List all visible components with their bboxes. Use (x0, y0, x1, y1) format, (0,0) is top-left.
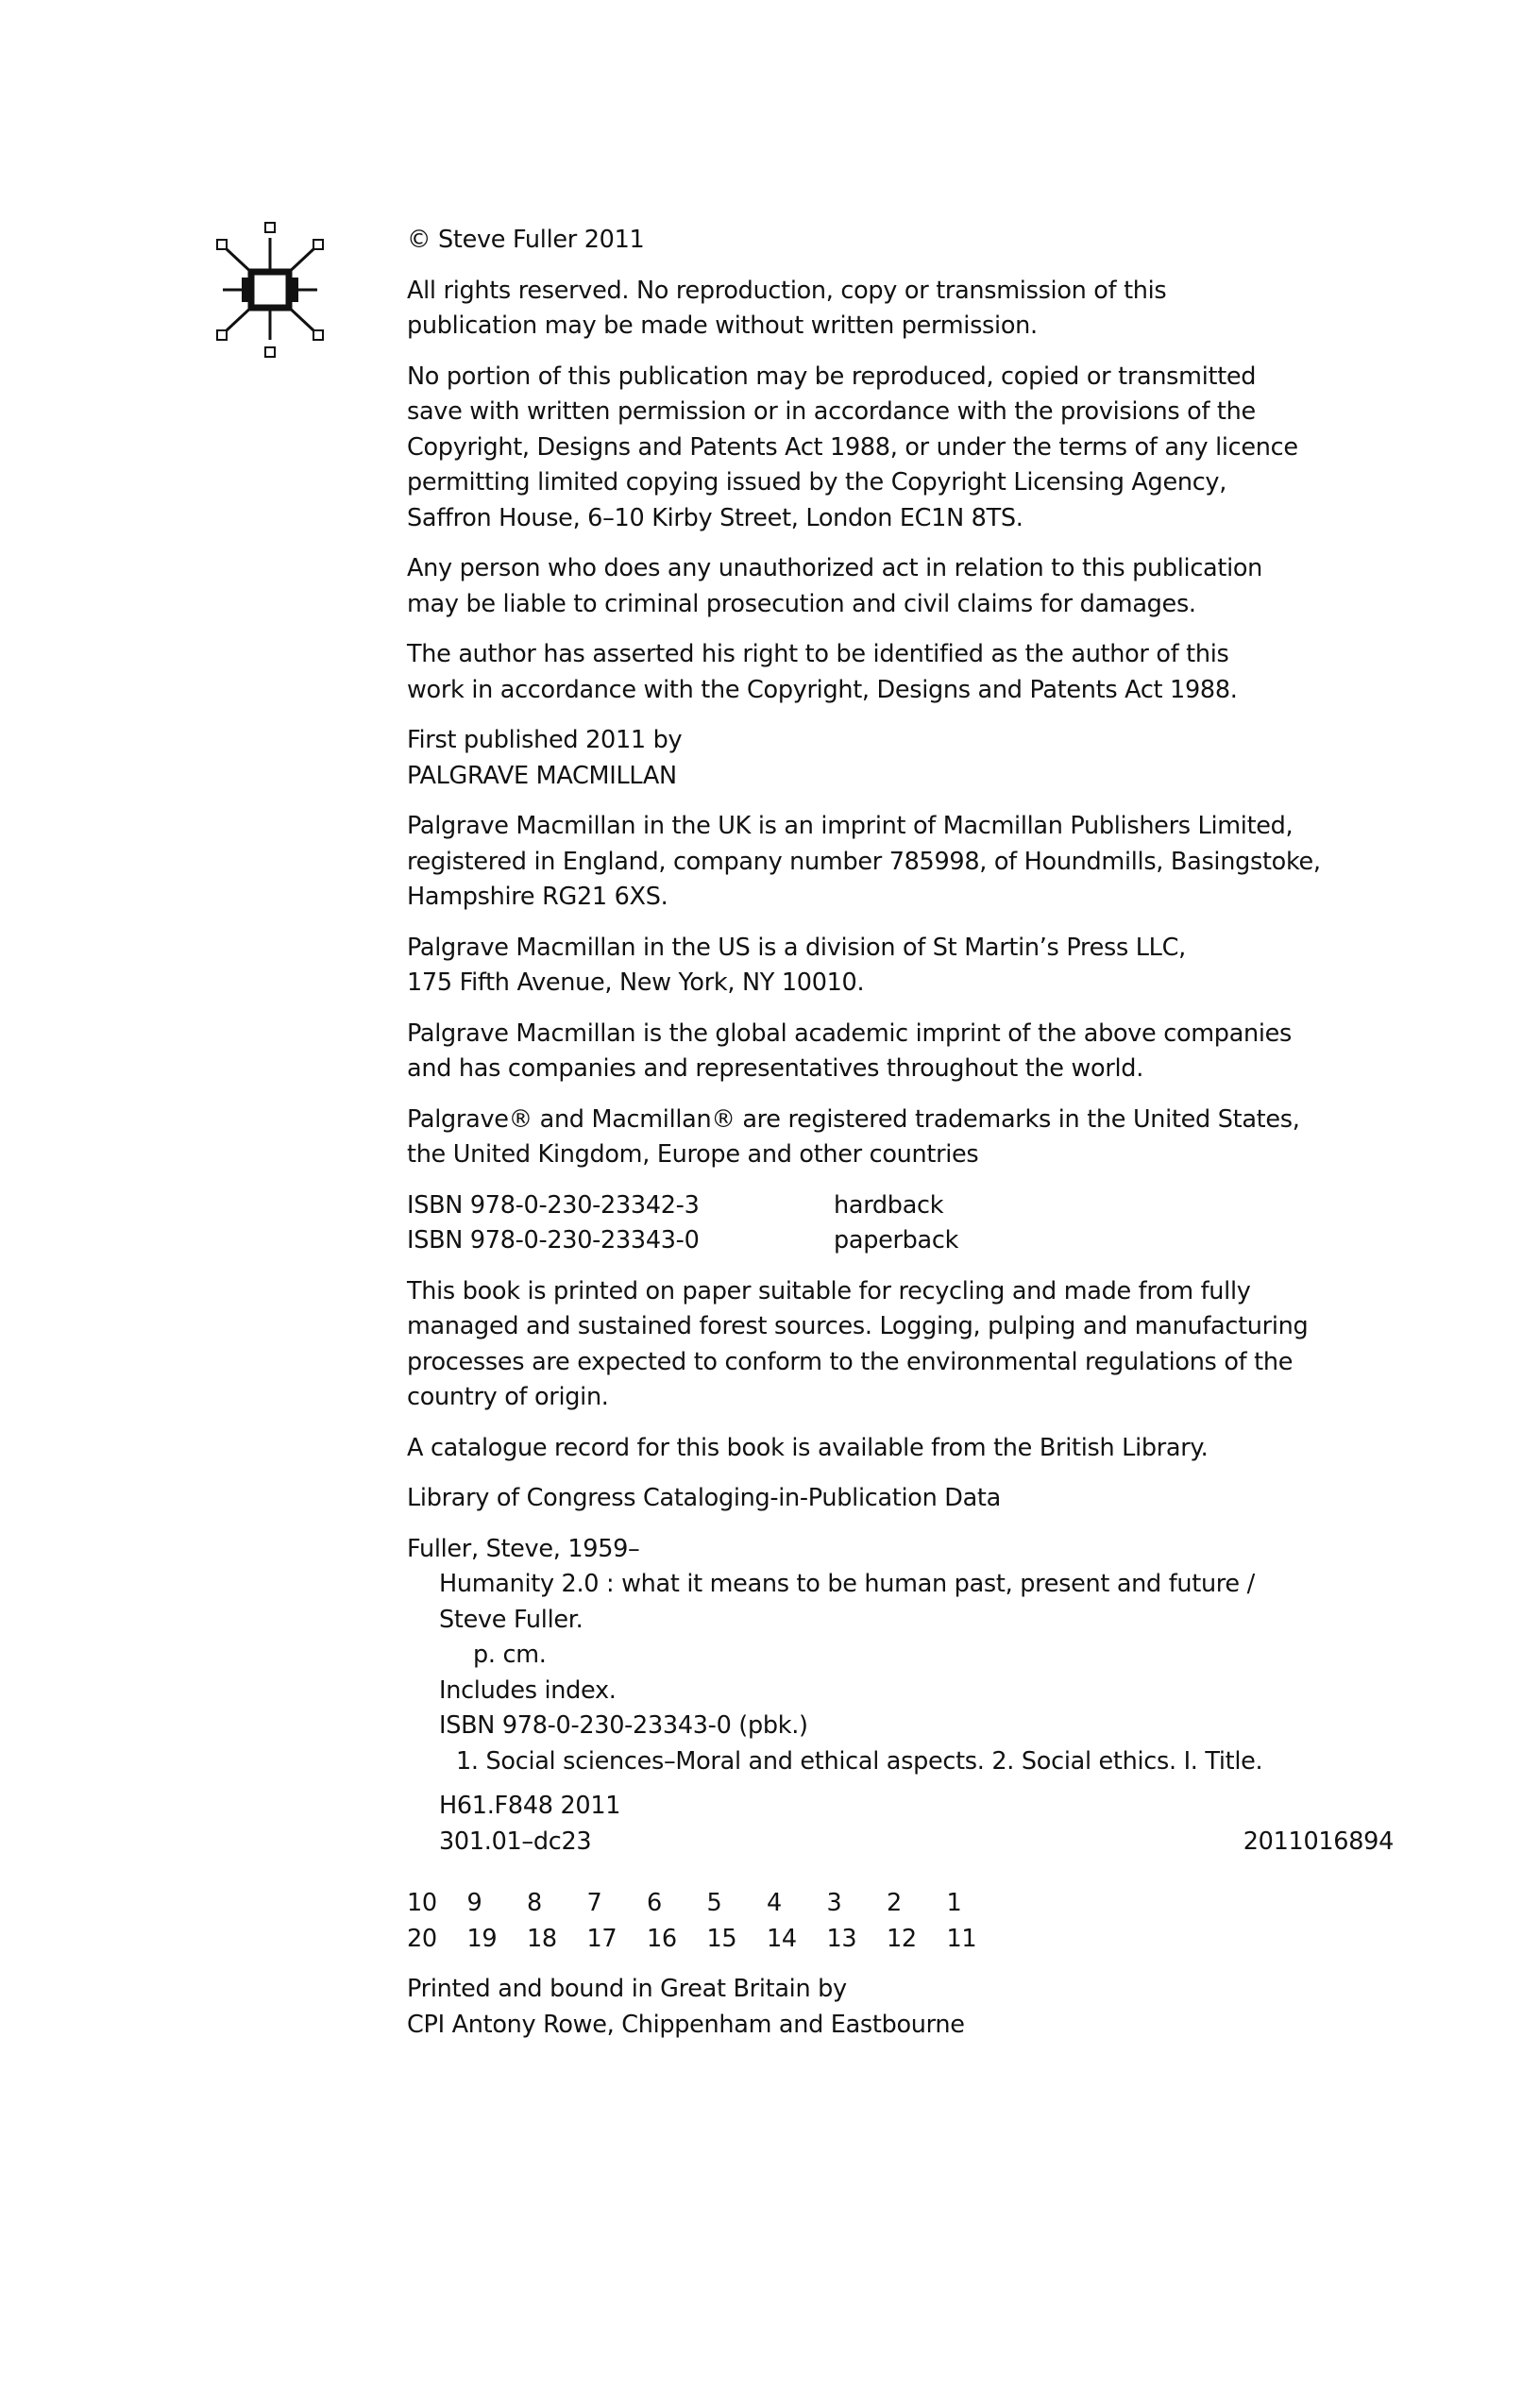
rights-reserved-paragraph: All rights reserved. No reproduction, copy or transmission of this publication may be made without written permission. (407, 276, 1167, 340)
print-run-number: 15 (706, 1924, 737, 1953)
isbn-number: ISBN 978-0-230-23342-3 (407, 1190, 700, 1220)
cip-lc-class: H61.F848 2011 (439, 1792, 621, 1820)
cip-record (407, 1532, 1394, 1861)
unauthorized-act-paragraph: Any person who does any unauthorized act in relation to this publication may be liable to criminal prosecution and civil claims for damages. (407, 554, 1263, 618)
us-division-paragraph: Palgrave Macmillan in the US is a division of St Martin’s Press LLC, 175 Fifth Avenue, New York, NY 10010. (407, 933, 1186, 997)
print-run-number: 4 (767, 1889, 782, 1917)
first-published-paragraph: First published 2011 by PALGRAVE MACMILLAN (407, 726, 683, 790)
print-run-number: 20 (407, 1924, 437, 1953)
print-run-number: 2 (887, 1889, 902, 1917)
cip-title: Humanity 2.0 : what it means to be human past, present and future / (439, 1570, 1255, 1598)
print-run-number: 1 (946, 1889, 962, 1917)
print-run-number: 10 (407, 1889, 437, 1917)
isbn-row (407, 1223, 1394, 1259)
cip-subjects: 1. Social sciences–Moral and ethical aspects. 2. Social ethics. I. Title. (456, 1746, 1263, 1776)
loc-heading: Library of Congress Cataloging-in-Publication Data (407, 1484, 1001, 1512)
paper-sourcing-paragraph: This book is printed on paper suitable for recycling and made from fully managed and sustained forest sources. Logging, pulping and manufacturing processes are expected to conform to the environmental regulations of the country of origin. (407, 1276, 1309, 1411)
catalogue-record-line: A catalogue record for this book is available from the British Library. (407, 1433, 1209, 1462)
print-run-row (407, 1886, 1394, 1922)
cip-index: Includes index. (439, 1675, 617, 1705)
publisher-emblem-icon (213, 219, 327, 361)
print-run-number: 12 (887, 1924, 917, 1953)
print-run-row (407, 1922, 1394, 1958)
cip-isbn: ISBN 978-0-230-23343-0 (pbk.) (439, 1711, 808, 1740)
author-rights-paragraph: The author has asserted his right to be identified as the author of this work in accordance with the Copyright, Designs and Patents Act 1988. (407, 640, 1238, 704)
print-run-number: 11 (946, 1924, 977, 1953)
global-imprint-paragraph: Palgrave Macmillan is the global academic imprint of the above companies and has companies and representatives throughout the world. (407, 1019, 1293, 1083)
uk-imprint-paragraph: Palgrave Macmillan in the UK is an imprint of Macmillan Publishers Limited, registered in England, company number 785998, of Houndmills, Basingstoke, Hampshire RG21 6XS. (407, 812, 1321, 911)
print-run-number: 3 (826, 1889, 842, 1917)
print-run-number: 17 (586, 1924, 617, 1953)
print-run-number: 16 (647, 1924, 677, 1953)
cip-author: Fuller, Steve, 1959– (407, 1534, 640, 1563)
copyright-line: © Steve Fuller 2011 (407, 226, 645, 254)
print-run-number: 7 (586, 1889, 602, 1917)
isbn-number: ISBN 978-0-230-23343-0 (407, 1226, 700, 1255)
print-run-number: 18 (527, 1924, 557, 1953)
isbn-format: hardback (834, 1190, 944, 1220)
print-run-number: 9 (466, 1889, 482, 1917)
print-run-number: 19 (466, 1924, 498, 1953)
cip-dewey-class: 301.01–dc23 (439, 1827, 592, 1856)
cip-dewey-row (407, 1825, 1394, 1861)
print-run-number: 8 (527, 1889, 542, 1917)
print-run-number: 13 (826, 1924, 857, 1953)
isbn-block (407, 1188, 1394, 1259)
print-run-number: 6 (647, 1889, 662, 1917)
trademark-paragraph: Palgrave® and Macmillan® are registered trademarks in the United States, the United Kingdom, Europe and other countries (407, 1104, 1300, 1169)
isbn-row (407, 1188, 1394, 1224)
isbn-format: paperback (834, 1226, 959, 1255)
reproduction-paragraph: No portion of this publication may be reproduced, copied or transmitted save with written permission or in accordance with the provisions of the Copyright, Designs and Patents Act 1988, or under the terms of any licence permitting limited copying issued by the Copyright Licensing Agency, Saffron House, 6–10 Kirby Street, London EC1N 8TS. (407, 362, 1298, 532)
printer-paragraph: Printed and bound in Great Britain by CPI Antony Rowe, Chippenham and Eastbourne (407, 1975, 965, 2039)
print-run-numbers (407, 1886, 1394, 1957)
copyright-page-text (407, 223, 1394, 2058)
print-run-number: 5 (706, 1889, 722, 1917)
print-run-number: 14 (767, 1924, 797, 1953)
cip-title-continued: Steve Fuller. (439, 1605, 583, 1634)
cip-lccn: 2011016894 (1243, 1827, 1394, 1856)
cip-pages: p. cm. (473, 1641, 547, 1669)
